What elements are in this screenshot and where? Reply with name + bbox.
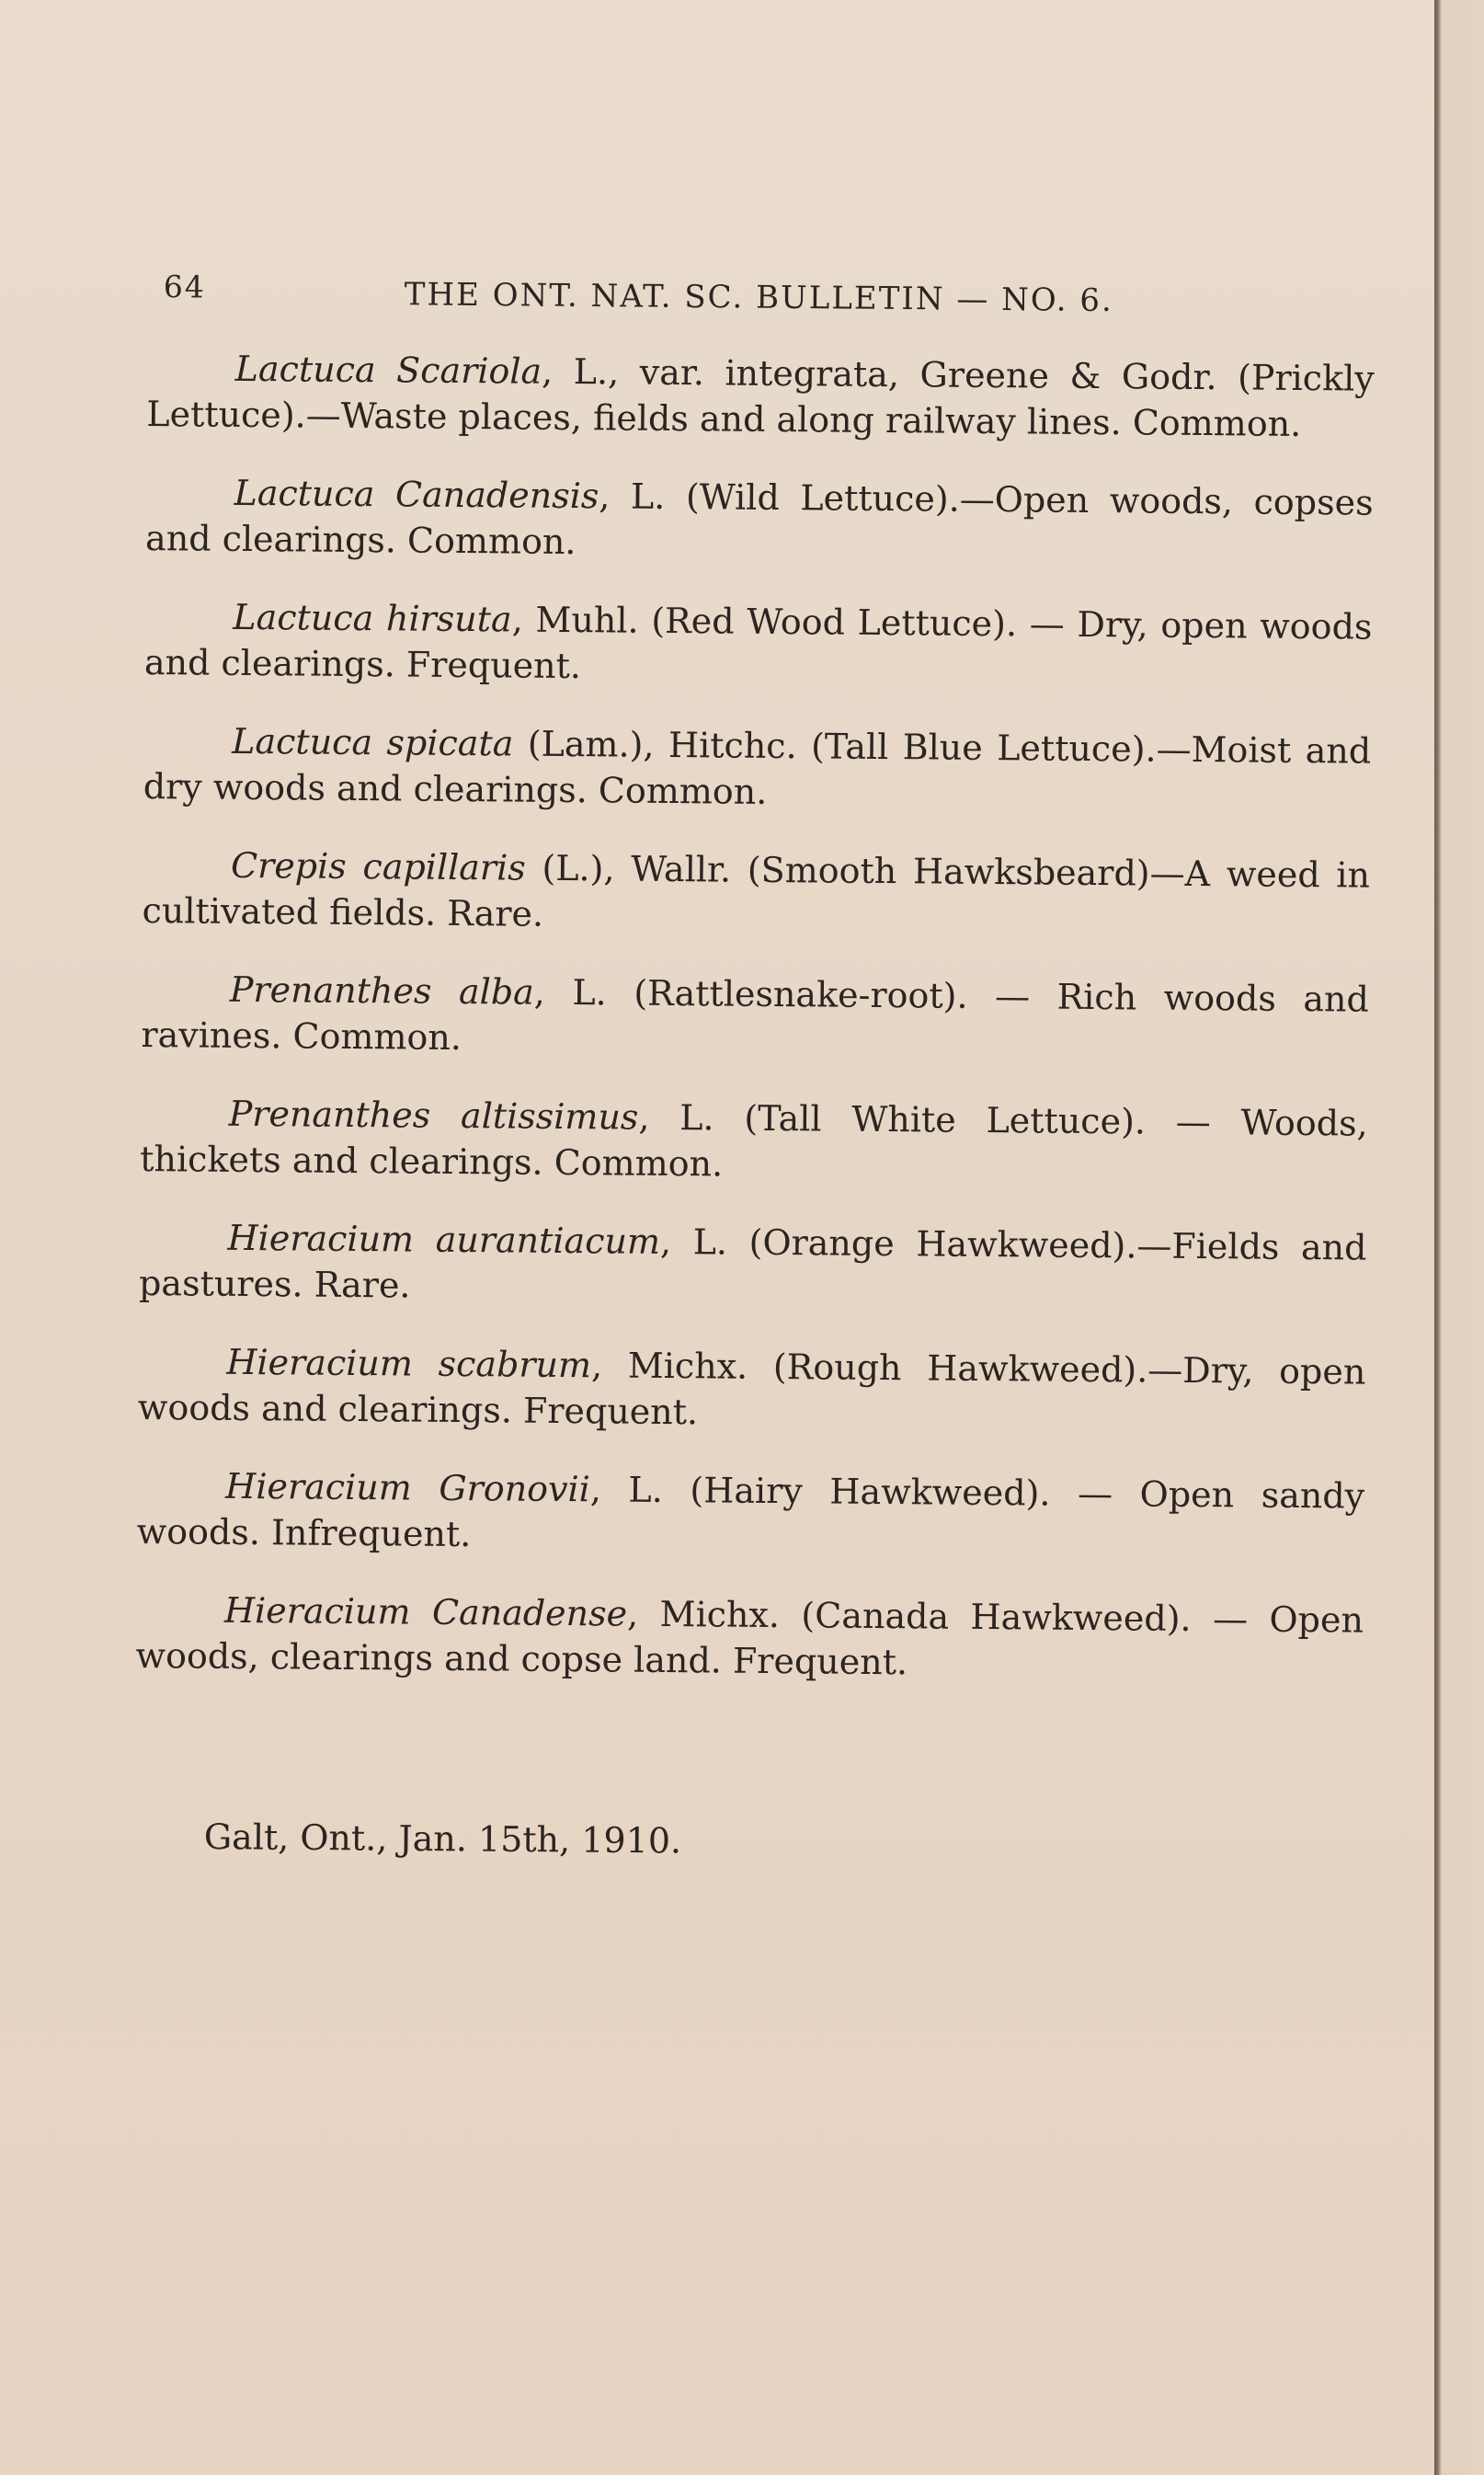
book-spine-edge [1434,0,1484,2475]
species-description: , L. (Rattlesnake-root). — Rich woods and ravines. Common. [141,971,1370,1059]
species-name: Prenanthes altissimus [228,1093,639,1138]
species-description: , Michx. (Rough Hawkweed).—Dry, open woods and clearings. Frequent. [137,1345,1366,1433]
species-description: , L. (Hairy Hawkweed). — Open sandy woods. Infrequent. [136,1469,1365,1555]
species-entry [138,1338,1366,1441]
species-entry [142,842,1370,945]
place-date-signature: Galt, Ont., Jan. 15th, 1910. [203,1816,682,1862]
species-description: , L. (Wild Lettuce).—Open woods, copses and clearings. Common. [144,476,1374,563]
species-description: , Muhl. (Red Wood Lettuce). — Dry, open woods and clearings. Frequent. [143,599,1373,687]
species-entry [139,1214,1367,1317]
page-header [164,269,1129,323]
species-description: (L.), Wallr. (Smooth Hawksbeard)—A weed in cultivated fields. Rare. [142,847,1371,934]
species-list [135,345,1375,1722]
species-name: Lactuca Scariola [234,348,542,392]
species-entry [140,1090,1368,1193]
species-description: , L. (Tall White Lettuce). — Woods, thickets and clearings. Common. [140,1096,1368,1185]
species-name: Crepis capillaris [230,844,526,888]
species-entry [146,345,1375,448]
species-entry [145,469,1374,572]
page-number: 64 [163,269,206,305]
species-name: Hieracium Gronovii [224,1465,591,1510]
species-entry [141,966,1369,1069]
species-entry [143,717,1372,820]
species-name: Lactuca hirsuta [233,596,512,640]
species-description: , Michx. (Canada Hawkweed). — Open woods, clearings and copse land. Frequent. [135,1593,1364,1683]
species-description: , L. (Orange Hawkweed).—Fields and pastures. Rare. [138,1220,1367,1306]
running-title: THE ONT. NAT. SC. BULLETIN — NO. 6. [404,276,1114,320]
species-name: Hieracium Canadense [223,1589,628,1634]
species-entry [137,1462,1365,1565]
species-entry [144,593,1373,696]
species-name: Hieracium scabrum [226,1341,592,1386]
species-name: Prenanthes alba [229,968,534,1013]
species-name: Lactuca spicata [232,720,514,764]
species-name: Hieracium aurantiacum [227,1217,661,1262]
species-description: , L., var. integrata, Greene & Godr. (Prickly Lettuce).—Waste places, fields and along railway lines. Common. [146,350,1375,444]
species-name: Lactuca Canadensis [234,472,599,517]
species-description: (Lam.), Hitchc. (Tall Blue Lettuce).—Moist and dry woods and clearings. Common. [143,723,1372,812]
species-entry [135,1587,1364,1690]
